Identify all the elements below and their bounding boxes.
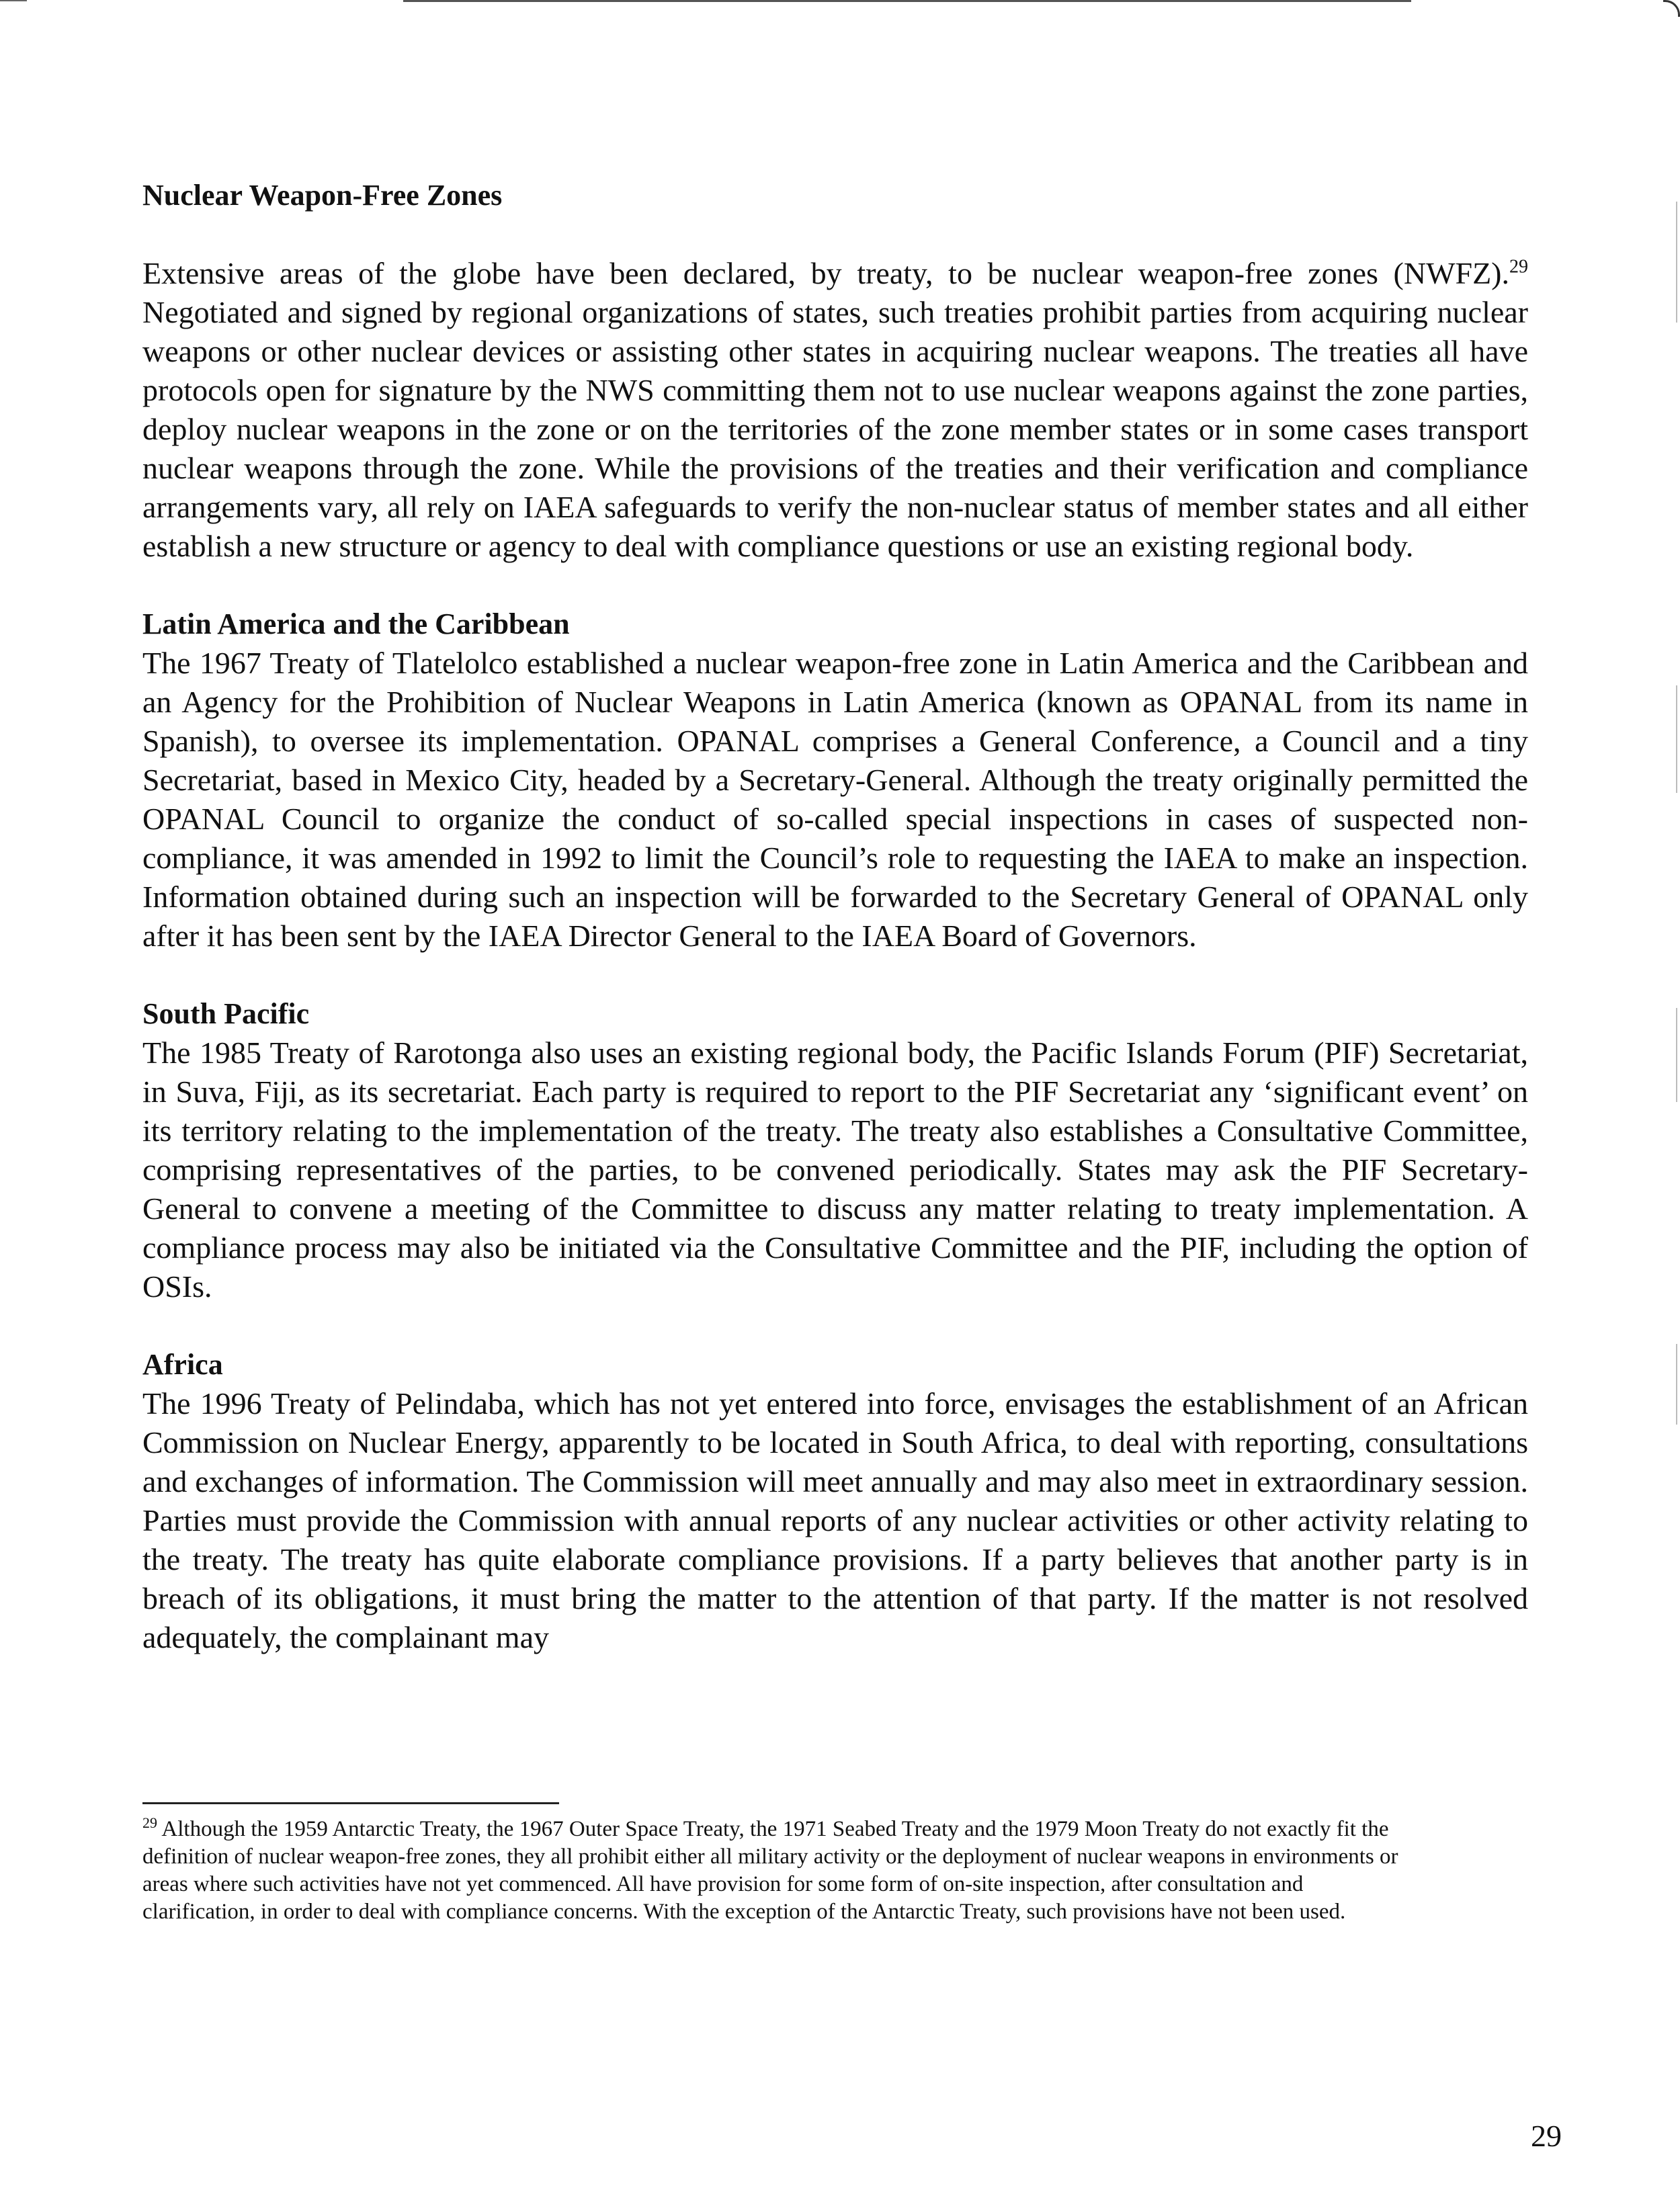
section-body-latin-america: The 1967 Treaty of Tlatelolco established a nuclear weapon-free zone in Latin America and the Caribbean and an Agency for the Prohibition of Nuclear Weapons in Latin America (known as OPANAL from its name in Spanish), to oversee its implementation. OPANAL comprises a General Conference, a Council and a tiny Secretariat, based in Mexico City, headed by a Secretary-General. Although the treaty originally permitted the OPANAL Council to organize the conduct of so-called special inspections in cases of suspected non-compliance, it was amended in 1992 to limit the Council’s role to requesting the IAEA to make an inspection. Information obtained during such an inspection will be forwarded to the Secretary General of OPANAL only after it has been sent by the IAEA Director General to the IAEA Board of Governors. [142, 646, 1528, 953]
scan-corner-curl [1663, 0, 1680, 17]
section-latin-america [142, 605, 1528, 956]
footnote-separator [142, 1802, 559, 1804]
scan-top-left-mark [0, 0, 27, 1]
section-body-south-pacific: The 1985 Treaty of Rarotonga also uses an existing regional body, the Pacific Islands Forum (PIF) Secretariat, in Suva, Fiji, as its secretariat. Each party is required to report to the PIF Secretariat any ‘significant event’ on its territory relating to the implementation of the treaty. The treaty also establishes a Consultative Committee, comprising representatives of the parties, to be convened periodically. States may ask the PIF Secretary-General to convene a meeting of the Committee to discuss any matter relating to treaty implementation. A compliance process may also be initiated via the Consultative Committee and the PIF, including the option of OSIs. [142, 1035, 1528, 1304]
section-heading-africa: Africa [142, 1348, 223, 1381]
section-south-pacific [142, 995, 1528, 1306]
section-body-africa: The 1996 Treaty of Pelindaba, which has not yet entered into force, envisages the establishment of an African Commission on Nuclear Energy, apparently to be located in South Africa, to deal with reporting, consultations and exchanges of information. The Commission will meet annually and may also meet in extraordinary session. Parties must provide the Commission with annual reports of any nuclear activities or other activity relating to the treaty. The treaty has quite elaborate compliance provisions. If a party believes that another party is in breach of its obligations, it must bring the matter to the attention of that party. If the matter is not resolved adequately, the complainant may [142, 1386, 1528, 1654]
scan-edge-mark [1676, 1344, 1677, 1425]
footnote-number: 29 [142, 1814, 157, 1831]
scan-edge-mark [1676, 685, 1677, 793]
section-africa [142, 1345, 1528, 1657]
section-body-nwfz [142, 254, 1528, 566]
section-heading-nwfz: Nuclear Weapon-Free Zones [142, 179, 503, 212]
scan-edge-mark [1676, 202, 1677, 323]
section-heading-south-pacific: South Pacific [142, 997, 310, 1030]
footnote-text: Although the 1959 Antarctic Treaty, the 1967 Outer Space Treaty, the 1971 Seabed Treaty and the 1979 Moon Treaty do not exactly fit the definition of nuclear weapon-free zones, they all prohibit either all military activity or the deployment of nuclear weapons in environments or areas where such activities have not yet commenced. All have provision for some form of on-site inspection, after consultation and clarification, in order to deal with compliance concerns. With the exception of the Antarctic Treaty, such provisions have not been used. [142, 1817, 1398, 1924]
document-page [142, 176, 1528, 1657]
section-heading-latin-america: Latin America and the Caribbean [142, 607, 570, 640]
scan-top-edge-line [403, 0, 1411, 2]
footnote [142, 1816, 1419, 1926]
page-number: 29 [1531, 2119, 1562, 2153]
nwfz-body-part-1: Extensive areas of the globe have been declared, by treaty, to be nuclear weapon-free zones (NWFZ). [142, 256, 1509, 290]
nwfz-body-part-2: Negotiated and signed by regional organizations of states, such treaties prohibit parties from acquiring nuclear weapons or other nuclear devices or assisting other states in acquiring nuclear weapons. The treaties all have protocols open for signature by the NWS committing them not to use nuclear weapons against the zone parties, deploy nuclear weapons in the zone or on the territories of the zone member states or in some cases transport nuclear weapons through the zone. While the provisions of the treaties and their verification and compliance arrangements vary, all rely on IAEA safeguards to verify the non-nuclear status of member states and all either establish a new structure or agency to deal with compliance questions or use an existing regional body. [142, 295, 1528, 563]
footnote-ref: 29 [1509, 256, 1528, 278]
scan-edge-mark [1676, 1008, 1677, 1102]
